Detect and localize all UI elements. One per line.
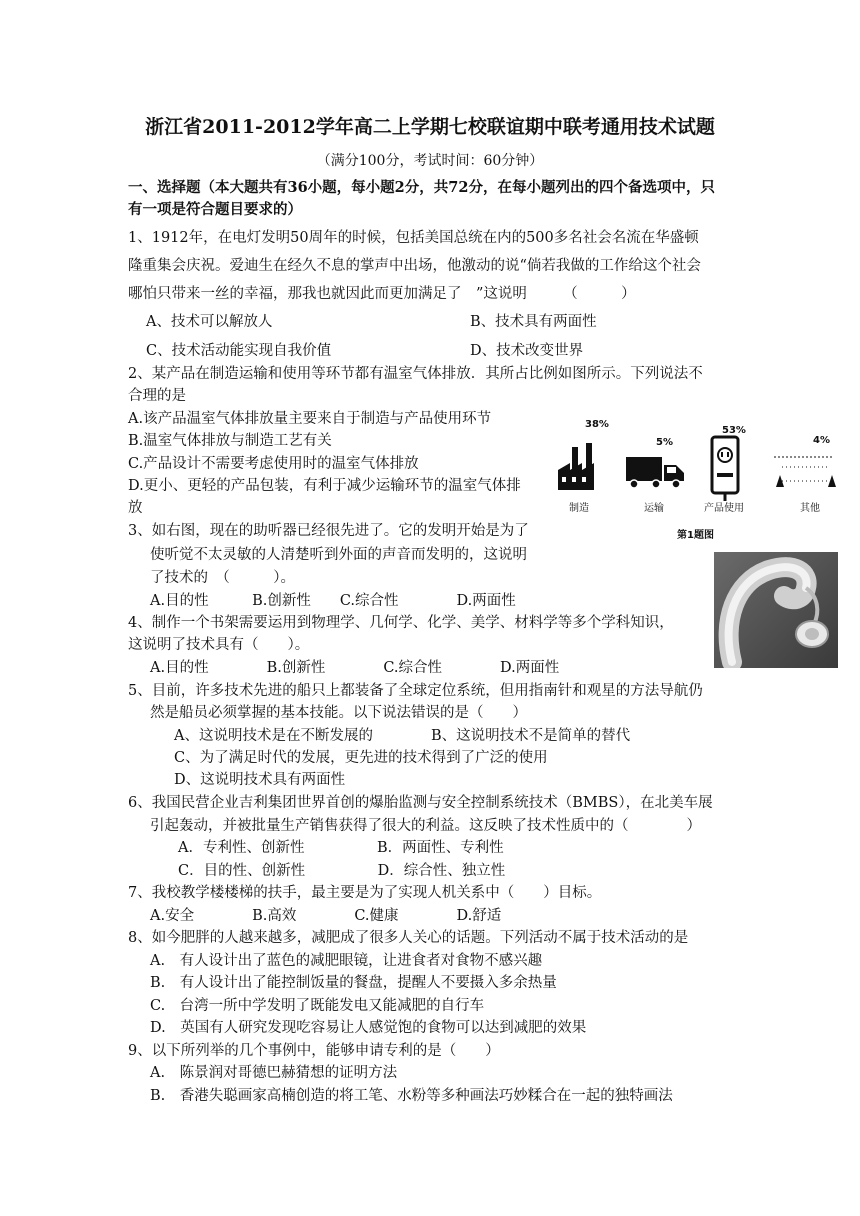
emission-icons	[552, 415, 837, 540]
q8-option-d: D. 英国有人研究发现吃容易让人感觉饱的食物可以达到减肥的效果	[150, 1020, 587, 1036]
exam-info: （满分100分，考试时间：60分钟）	[316, 153, 544, 169]
label-use: 产品使用	[704, 503, 744, 514]
section-heading: 一、选择题（本大题共有36小题，每小题2分，共72分，在每小题列出的四个备选项中，只	[128, 179, 715, 196]
q1-option-a: A、技术可以解放人	[146, 314, 273, 330]
emission-figure	[552, 415, 837, 540]
q3-stem-2: 使听觉不太灵敏的人清楚听到外面的声音而发明的，这说明	[150, 547, 527, 563]
q9-stem: 9、以下所列举的几个事例中，能够申请专利的是（ ）	[128, 1043, 500, 1059]
outlet-icon	[712, 437, 738, 501]
q5-stem-1: 5、目前，许多技术先进的船只上都装备了全球定位系统，但用指南针和观星的方法导航仍	[128, 683, 703, 699]
hearing-aid-photo	[714, 552, 838, 668]
factory-icon	[558, 443, 594, 490]
q8-stem: 8、如今肥胖的人越来越多，减肥成了很多人关心的话题。下列活动不属于技术活动的是	[128, 930, 689, 946]
q5-option-ab: A、这说明技术是在不断发展的 B、这说明技术不是简单的替代	[174, 728, 631, 744]
q2-option-d-cont: 放	[128, 500, 143, 516]
figure-caption: 第1题图	[677, 530, 714, 541]
q6-option-ab: A．专利性、创新性 B．两面性、专利性	[178, 840, 504, 856]
q7-options: A.安全 B.高效 C.健康 D.舒适	[150, 908, 502, 924]
q4-stem-1: 4、制作一个书架需要运用到物理学、几何学、化学、美学、材料学等多个学科知识，	[128, 615, 674, 631]
q1-option-c: C、技术活动能实现自我价值	[146, 343, 332, 359]
q5-option-c: C、为了满足时代的发展，更先进的技术得到了广泛的使用	[174, 750, 548, 766]
q2-stem-2: 合理的是	[128, 388, 186, 404]
q3-options: A.目的性 B.创新性 C.综合性 D.两面性	[150, 593, 516, 609]
q5-option-d: D、这说明技术具有两面性	[174, 772, 346, 788]
q2-option-c: C.产品设计不需要考虑使用时的温室气体排放	[128, 456, 419, 472]
q5-stem-2: 然是船员必须掌握的基本技能。以下说法错误的是（ ）	[150, 705, 527, 721]
truck-icon	[626, 457, 684, 488]
q2-option-d: D.更小、更轻的产品包装，有利于减少运输环节的温室气体排	[128, 478, 521, 494]
label-make: 制造	[569, 503, 589, 514]
q3-stem-3: 了技术的 （ ）。	[150, 570, 295, 586]
q1-option-b: B、技术具有两面性	[470, 314, 597, 330]
label-other: 其他	[800, 503, 820, 514]
label-transport: 运输	[644, 503, 664, 514]
pct-other: 4%	[813, 435, 830, 446]
pct-use: 53%	[722, 425, 746, 436]
q1-stem-1: 1、1912年，在电灯发明50周年的时候，包括美国总统在内的500多名社会名流在华盛顿	[128, 230, 699, 246]
q2-option-a: A.该产品温室气体排放量主要来自于制造与产品使用环节	[128, 411, 492, 427]
q9-option-a: A. 陈景润对哥德巴赫猜想的证明方法	[150, 1065, 398, 1081]
q9-option-b: B. 香港失聪画家高楠创造的将工笔、水粉等多种画法巧妙糅合在一起的独特画法	[150, 1088, 673, 1104]
q8-option-a: A. 有人设计出了蓝色的减肥眼镜，让进食者对食物不感兴趣	[150, 953, 543, 969]
q6-stem-1: 6、我国民营企业吉利集团世界首创的爆胎监测与安全控制系统技术（BMBS），在北美车展	[128, 795, 713, 811]
q1-stem-2: 隆重集会庆祝。爱迪生在经久不息的掌声中出场，他激动的说“倘若我做的工作给这个社会	[128, 258, 701, 274]
other-icon	[774, 457, 836, 487]
q2-option-b: B.温室气体排放与制造工艺有关	[128, 433, 332, 449]
q6-option-cd: C．目的性、创新性 D．综合性、独立性	[178, 863, 506, 879]
q6-stem-2: 引起轰动，并被批量生产销售获得了很大的利益。这反映了技术性质中的（ ）	[150, 818, 701, 834]
pct-transport: 5%	[656, 437, 673, 448]
q1-stem-3: 哪怕只带来一丝的幸福，那我也就因此而更加满足了 ”这说明 （ ）	[128, 286, 636, 302]
q1-option-d: D、技术改变世界	[470, 343, 584, 359]
q8-option-c: C. 台湾一所中学发明了既能发电又能减肥的自行车	[150, 998, 485, 1014]
q3-stem-1: 3、如右图，现在的助听器已经很先进了。它的发明开始是为了	[128, 523, 529, 539]
q4-options: A.目的性 B.创新性 C.综合性 D.两面性	[150, 660, 560, 676]
q8-option-b: B. 有人设计出了能控制饭量的餐盘，提醒人不要摄入多余热量	[150, 975, 557, 991]
section-heading-cont: 有一项是符合题目要求的）	[128, 201, 302, 218]
hearing-aid-icon	[714, 552, 838, 668]
q4-stem-2: 这说明了技术具有（ ）。	[128, 637, 310, 653]
q2-stem-1: 2、某产品在制造运输和使用等环节都有温室气体排放．其所占比例如图所示。下列说法不	[128, 366, 703, 382]
pct-make: 38%	[585, 419, 609, 430]
q7-stem: 7、我校教学楼楼梯的扶手，最主要是为了实现人机关系中（ ）目标。	[128, 885, 602, 901]
page-title: 浙江省2011-2012学年高二上学期七校联谊期中联考通用技术试题	[145, 116, 715, 138]
